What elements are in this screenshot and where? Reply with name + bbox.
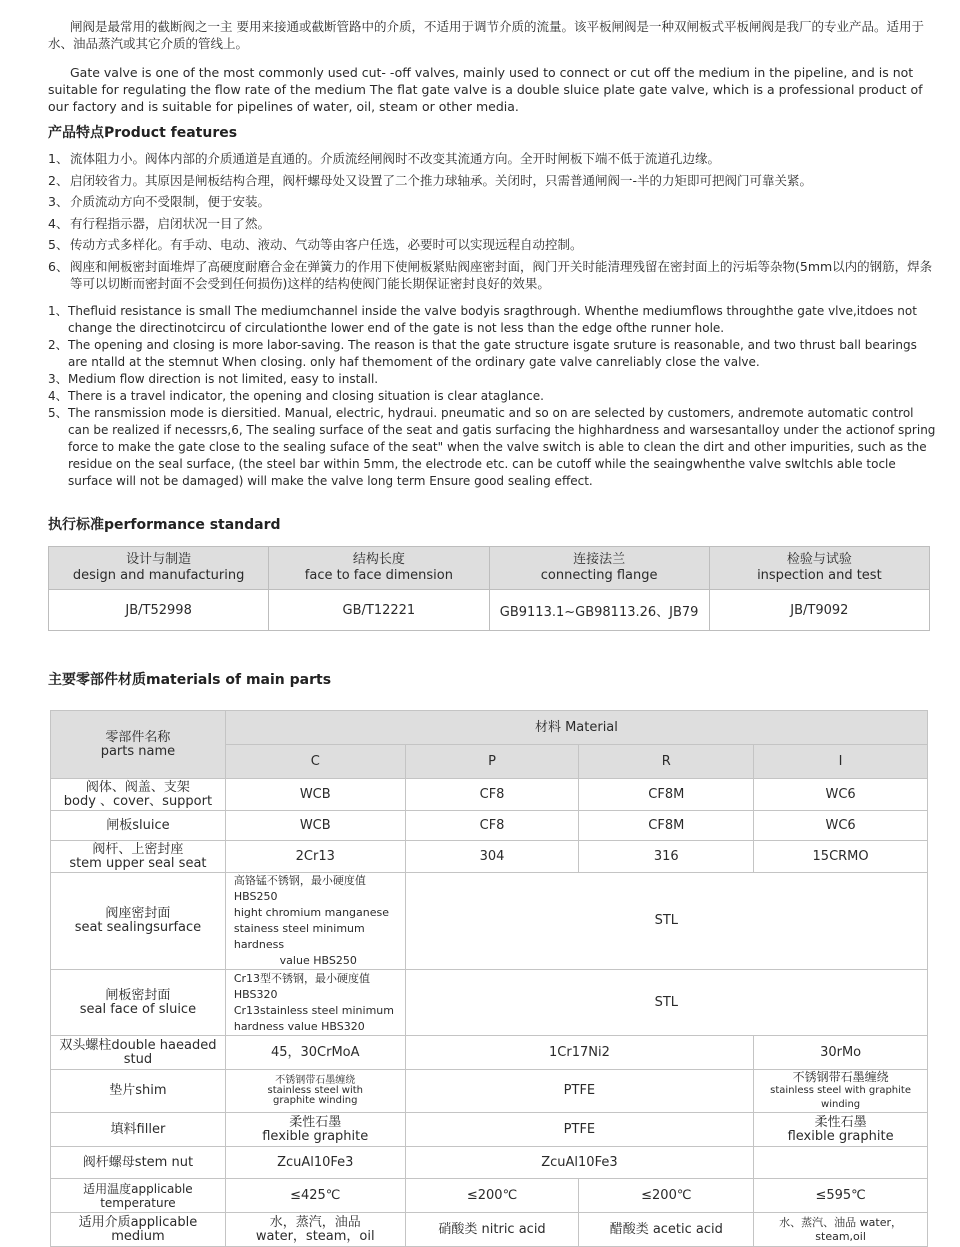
part-name-cell: 阀杆、上密封座 stem upper seal seat xyxy=(51,841,226,873)
table-cell: Cr13型不锈钢，最小硬度值HBS320 Cr13stainless steel minimum hardness value HBS320 xyxy=(225,970,405,1036)
table-cell: CF8M xyxy=(579,811,754,841)
table-header-cell: 结构长度 face to face dimension xyxy=(269,547,489,590)
table-cell: 304 xyxy=(405,841,579,873)
table-cell: 45，30CrMoA xyxy=(225,1036,405,1070)
table-cell: ZcuAl10Fe3 xyxy=(225,1147,405,1179)
performance-standard-table xyxy=(48,546,930,631)
materials-table xyxy=(50,710,928,1247)
column-header-i: I xyxy=(754,745,928,779)
table-cell: 柔性石墨 flexible graphite xyxy=(754,1113,928,1147)
table-cell: ≤425℃ xyxy=(225,1179,405,1213)
table-cell: 15CRMO xyxy=(754,841,928,873)
table-cell: ZcuAl10Fe3 xyxy=(405,1147,754,1179)
table-header-cell: 设计与制造 design and manufacturing xyxy=(49,547,269,590)
column-header-r: R xyxy=(579,745,754,779)
table-row xyxy=(51,811,928,841)
table-header-cell: 检验与试验 inspection and test xyxy=(709,547,929,590)
column-header-p: P xyxy=(405,745,579,779)
table-cell: GB/T12221 xyxy=(269,590,489,631)
table-row xyxy=(51,1179,928,1213)
part-name-cell: 垫片shim xyxy=(51,1070,226,1113)
table-header-row xyxy=(49,547,930,590)
table-cell: 高铬锰不锈钢，最小硬度值HBS250 hight chromium manganese stainess steel minimum hardness value HBS250 xyxy=(225,873,405,970)
table-cell: 2Cr13 xyxy=(225,841,405,873)
table-cell: 316 xyxy=(579,841,754,873)
part-name-cell: 阀杆螺母stem nut xyxy=(51,1147,226,1179)
table-cell: 硝酸类 nitric acid xyxy=(405,1213,579,1247)
table-cell: 不锈钢带石墨缠绕 stainless steel with graphite winding xyxy=(225,1070,405,1113)
table-row xyxy=(51,841,928,873)
table-cell: STL xyxy=(405,873,927,970)
list-item: 3、 介质流动方向不受限制，便于安装。 xyxy=(48,194,271,209)
table-cell: 柔性石墨 flexible graphite xyxy=(225,1113,405,1147)
list-item: 5、 传动方式多样化。有手动、电动、液动、气动等由客户任选，必要时可以实现远程自动控制。 xyxy=(48,237,583,252)
table-cell: JB/T52998 xyxy=(49,590,269,631)
list-item: 3、 Medium flow direction is not limited, easy to install. xyxy=(48,372,379,386)
features-list-en xyxy=(48,303,938,490)
table-cell: ≤200℃ xyxy=(405,1179,579,1213)
table-cell: CF8 xyxy=(405,779,579,811)
material-header: 材料 Material xyxy=(225,711,927,745)
materials-heading: 主要零部件材质materials of main parts xyxy=(48,672,332,688)
table-cell: PTFE xyxy=(405,1070,754,1113)
table-cell: PTFE xyxy=(405,1113,754,1147)
product-features-heading: 产品特点Product features xyxy=(48,125,238,141)
table-cell: CF8M xyxy=(579,779,754,811)
intro-paragraph-en: Gate valve is one of the most commonly used cut- -off valves, mainly used to connect or cut off the medium in the pipeline, and is not suitable for regulating the flow rate of the medium The flat gate valve is a double sluice plate gate valve, which is a professional product of our factory and is suitable for pipelines of water, oil, steam or other media. xyxy=(48,65,923,114)
features-list-cn xyxy=(48,150,938,296)
column-header-c: C xyxy=(225,745,405,779)
table-cell: WC6 xyxy=(754,779,928,811)
table-cell: 30rMo xyxy=(754,1036,928,1070)
table-cell: 1Cr17Ni2 xyxy=(405,1036,754,1070)
table-cell: 水、蒸汽、油品 water，steam,oil xyxy=(754,1213,928,1247)
table-row xyxy=(51,1070,928,1113)
table-row xyxy=(51,1113,928,1147)
part-name-cell: 阀体、阀盖、支架 body 、cover、support xyxy=(51,779,226,811)
table-cell: STL xyxy=(405,970,927,1036)
table-row xyxy=(49,590,930,631)
table-row xyxy=(51,1213,928,1247)
part-name-cell: 双头螺柱double haeaded stud xyxy=(51,1036,226,1070)
table-cell: 水，蒸汽，油品 water，steam，oil xyxy=(225,1213,405,1247)
table-cell: WC6 xyxy=(754,811,928,841)
intro-paragraph-cn: 闸阀是最常用的截断阀之一主 要用来接通或截断管路中的介质，不适用于调节介质的流量。该平板闸阀是一种双闸板式平板闸阀是我厂的专业产品。适用于水、油品蒸汽或其它介质的管线上。 xyxy=(48,19,924,51)
part-name-cell: 适用温度applicable temperature xyxy=(51,1179,226,1213)
list-item: 1、 流体阻力小。阀体内部的介质通道是直通的。介质流经闸阀时不改变其流通方向。全开时闸板下端不低于流道孔边缘。 xyxy=(48,151,721,166)
table-cell: CF8 xyxy=(405,811,579,841)
list-item: 4、 There is a travel indicator, the opening and closing situation is clear ataglance. xyxy=(48,389,544,403)
list-item: 6、 阀座和闸板密封面堆焊了高硬度耐磨合金在弹簧力的作用下使闸板紧贴阀座密封面，阀门开关时能清理残留在密封面上的污垢等杂物(5mm以内的钢筋，焊条等可以切断而密封面不会受到任何损伤)这样的结构使阀门能长期保证密封良好的效果。 xyxy=(48,258,933,291)
table-cell: WCB xyxy=(225,779,405,811)
table-header-row xyxy=(51,711,928,745)
table-row xyxy=(51,779,928,811)
list-item: 1、 Thefluid resistance is small The mediumchannel inside the valve bodyis sragthrough. Whenthe mediumflows throughthe gate vlve,itdoes not change the directinotcircu of circulationthe lower end of the gate is not less than the edge ofthe runner hole. xyxy=(48,304,917,335)
list-item: 2、 启闭较省力。其原因是闸板结构合理，阀杆螺母处又设置了二个推力球轴承。关闭时，只需普通闸阀一-半的力矩即可把阀门可靠关紧。 xyxy=(48,172,813,188)
list-item: 4、 有行程指示器，启闭状况一目了然。 xyxy=(48,215,271,231)
list-item: 2、 The opening and closing is more labor-saving. The reason is that the gate structure isgate sruture is reasonable, and two thrust ball bearings are ntalld at the stemnut When closing. only haf themoment of the ordinary gate valve canreliably close the valve. xyxy=(48,338,917,369)
part-name-cell: 闸板密封面 seal face of sluice xyxy=(51,970,226,1036)
table-cell: ≤595℃ xyxy=(754,1179,928,1213)
table-row xyxy=(51,970,928,1036)
part-name-cell: 填料filler xyxy=(51,1113,226,1147)
part-name-cell: 阀座密封面 seat sealingsurface xyxy=(51,873,226,970)
table-header-cell: 连接法兰 connecting flange xyxy=(489,547,709,590)
table-cell: ≤200℃ xyxy=(579,1179,754,1213)
table-row xyxy=(51,1147,928,1179)
performance-standard-heading: 执行标准performance standard xyxy=(48,517,281,533)
table-row xyxy=(51,1036,928,1070)
table-cell xyxy=(754,1147,928,1179)
part-name-cell: 闸板sluice xyxy=(51,811,226,841)
table-cell: WCB xyxy=(225,811,405,841)
parts-name-header: 零部件名称 parts name xyxy=(51,711,226,779)
list-item: 5、 The ransmission mode is diersitied. Manual, electric, hydraui. pneumatic and so on are selected by customers, andremote automatic control can be realized if necessrs,6, The sealing surface of the seat and gatis surfacing the highhardness and warsesantalloy under the actionof spring force to make the gate close to the sealing suface of the seat" when the valve switch is able to clean the dirt and other impurities, such as the residue on the seal surface, (the steel bar within 5mm, the electrode etc. can be cutoff while the seaingwhenthe valve swltchIs able tocle surface will not be damaged) will make the valve long term Ensure good sealing effect. xyxy=(48,406,936,488)
table-row xyxy=(51,873,928,970)
part-name-cell: 适用介质applicable medium xyxy=(51,1213,226,1247)
table-cell: GB9113.1~GB98113.26、JB79 xyxy=(489,590,709,631)
table-cell: 醋酸类 acetic acid xyxy=(579,1213,754,1247)
table-cell: 不锈钢带石墨缠绕 stainless steel with graphite winding xyxy=(754,1070,928,1113)
table-cell: JB/T9092 xyxy=(709,590,929,631)
